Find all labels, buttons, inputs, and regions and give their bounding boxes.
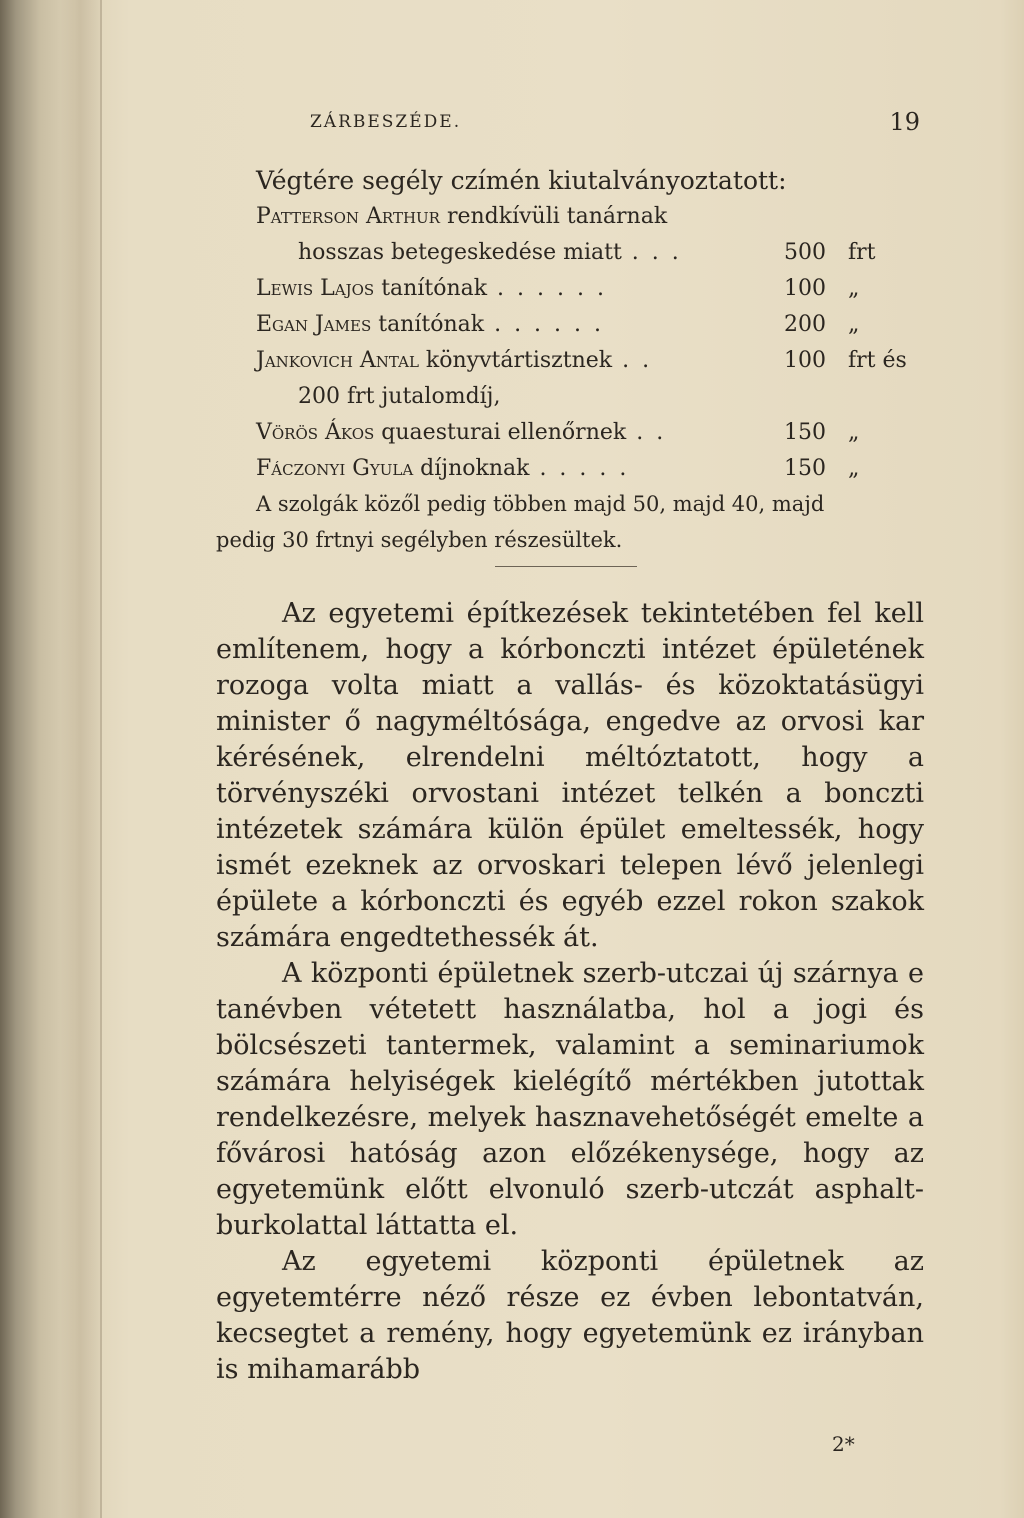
item-text: rendkívüli tanárnak bbox=[439, 204, 668, 229]
leader-dots: . . bbox=[626, 420, 667, 445]
main-text bbox=[216, 596, 924, 1388]
person-name: Patterson Arthur bbox=[256, 204, 440, 229]
paragraph: Az egyetemi központi épületnek az egyetemtérre néző része ez évben lebontatván, kecsegtet a remény, hogy egyetemünk ez irányban is mihamarább bbox=[216, 1246, 924, 1385]
list-item bbox=[298, 240, 918, 272]
item-text: 200 frt jutalomdíj, bbox=[298, 384, 501, 409]
page-number: 19 bbox=[889, 108, 920, 136]
amount: 200 bbox=[784, 312, 826, 337]
item-text: tanítónak bbox=[374, 276, 488, 301]
amount: 150 bbox=[784, 456, 826, 481]
page-header bbox=[310, 108, 920, 142]
item-text: díjnoknak bbox=[413, 456, 530, 481]
servants-line: A szolgák közől pedig többen majd 50, majd 40, majd bbox=[256, 492, 825, 516]
signature-mark: 2* bbox=[832, 1432, 855, 1456]
section-divider bbox=[495, 566, 637, 567]
grant-intro: Végtére segély czímén kiutalványoztatott: bbox=[256, 166, 787, 195]
amount: 500 bbox=[784, 240, 826, 265]
item-text: tanítónak bbox=[371, 312, 485, 337]
paragraph: A központi épületnek szerb-utczai új szárnya e tanévben vétetett használatba, hol a jogi és bölcsészeti tantermek, valamint a seminariumok számára helyiségek kielégítő mértékben jutottak rendelkezésre, melyek hasznavehetőségét emelte a fővárosi hatóság azon előzékenysége, hogy az egyetemünk előtt elvonuló szerb-utczát asphalt-burkolattal láttatta el. bbox=[216, 958, 924, 1241]
unit: „ bbox=[848, 420, 860, 445]
amount: 100 bbox=[784, 348, 826, 373]
list-item bbox=[256, 276, 936, 308]
amount: 100 bbox=[784, 276, 826, 301]
binding-gutter bbox=[60, 0, 100, 1518]
list-item bbox=[256, 312, 936, 344]
person-name: Egan James bbox=[256, 312, 372, 337]
leader-dots: . . . . . . bbox=[484, 312, 605, 337]
leader-dots: . . . . . . bbox=[487, 276, 607, 301]
list-item bbox=[298, 384, 501, 416]
unit: frt bbox=[848, 240, 876, 265]
leader-dots: . . . . . bbox=[529, 456, 630, 481]
item-text: könyvtártisztnek bbox=[418, 348, 613, 373]
person-name: Vörös Ákos bbox=[256, 420, 375, 445]
item-text: quaesturai ellenőrnek bbox=[374, 420, 627, 445]
leader-dots: . . bbox=[612, 348, 653, 373]
unit: „ bbox=[848, 312, 860, 337]
servants-line: pedig 30 frtnyi segélyben részesültek. bbox=[216, 528, 623, 552]
item-text: hosszas betegeskedése miatt bbox=[298, 240, 622, 265]
unit: „ bbox=[848, 456, 860, 481]
list-item bbox=[256, 420, 936, 452]
binding-crease bbox=[100, 0, 102, 1518]
unit: frt és bbox=[848, 348, 907, 373]
list-item bbox=[256, 456, 936, 488]
list-item bbox=[256, 348, 936, 380]
person-name: Lewis Lajos bbox=[256, 276, 375, 301]
unit: „ bbox=[848, 276, 860, 301]
person-name: Fáczonyi Gyula bbox=[256, 456, 414, 481]
paragraph: Az egyetemi építkezések tekintetében fel kell említenem, hogy a kórbonczti intézet épületének rozoga volta miatt a vallás- és közoktatásügyi minister ő nagyméltósága, engedve az orvosi kar kérésének, elrendelni méltóztatott, hogy a törvényszéki orvostani intézet telkén a bonczti intézetek számára külön épület emeltessék, hogy ismét ezeknek az orvoskari telepen lévő jelenlegi épülete a kórbonczti és egyéb ezzel rokon szakok számára engedtethessék át. bbox=[216, 598, 924, 953]
amount: 150 bbox=[784, 420, 826, 445]
person-name: Jankovich Antal bbox=[256, 348, 419, 373]
list-item bbox=[256, 204, 667, 236]
running-title: ZÁRBESZÉDE. bbox=[310, 112, 462, 132]
leader-dots: . . . bbox=[621, 240, 682, 265]
